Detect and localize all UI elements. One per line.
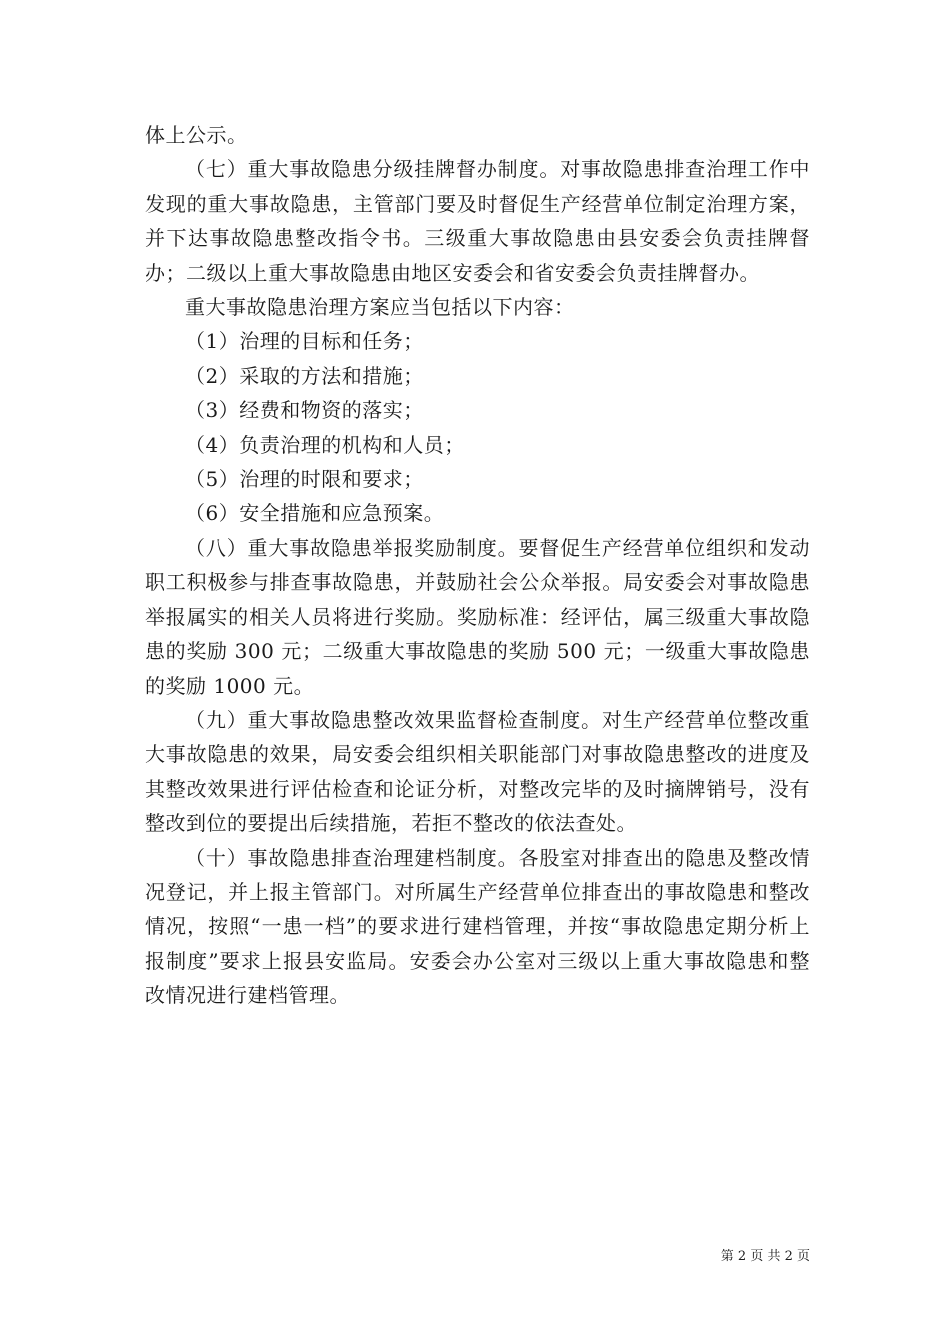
section-7-paragraph: （七）重大事故隐患分级挂牌督办制度。对事故隐患排查治理工作中发现的重大事故隐患，主管部门要及时督促生产经营单位制定治理方案，并下达事故隐患整改指令书。三级重大事故隐患由县安委会负责挂牌督办；二级以上重大事故隐患由地区安委会和省安委会负责挂牌督办。	[145, 157, 810, 285]
list-item: （3）经费和物资的落实；	[185, 398, 424, 423]
list-item: （2）采取的方法和措施；	[185, 363, 424, 388]
continuation-paragraph: 体上公示。	[145, 123, 248, 147]
section-8-paragraph: （八）重大事故隐患举报奖励制度。要督促生产经营单位组织和发动职工积极参与排查事故隐患，并鼓励社会公众举报。局安委会对事故隐患举报属实的相关人员将进行奖励。奖励标准：经评估，属三级重大事故隐患的奖励 300 元；二级重大事故隐患的奖励 500 元；一级重大事故隐患的奖励 1000 元。	[145, 535, 810, 698]
list-item: （5）治理的时限和要求；	[185, 467, 424, 492]
list-item: （6）安全措施和应急预案。	[185, 501, 445, 526]
page-number-footer: 第 2 页 共 2 页	[720, 1249, 810, 1264]
document-body	[145, 118, 810, 1013]
section-10-paragraph: （十）事故隐患排查治理建档制度。各股室对排查出的隐患及整改情况登记，并上报主管部门。对所属生产经营单位排查出的事故隐患和整改情况，按照“一患一档”的要求进行建档管理，并按“事故隐患定期分析上报制度”要求上报县安监局。安委会办公室对三级以上重大事故隐患和整改情况进行建档管理。	[145, 845, 810, 1008]
plan-intro-paragraph: 重大事故隐患治理方案应当包括以下内容：	[185, 295, 575, 320]
list-item: （4）负责治理的机构和人员；	[185, 432, 465, 457]
plan-items-list	[145, 324, 810, 530]
list-item: （1）治理的目标和任务；	[185, 329, 424, 354]
section-9-paragraph: （九）重大事故隐患整改效果监督检查制度。对生产经营单位整改重大事故隐患的效果，局安委会组织相关职能部门对事故隐患整改的进度及其整改效果进行评估检查和论证分析，对整改完毕的及时摘牌销号，没有整改到位的要提出后续措施，若拒不整改的依法查处。	[145, 707, 810, 836]
